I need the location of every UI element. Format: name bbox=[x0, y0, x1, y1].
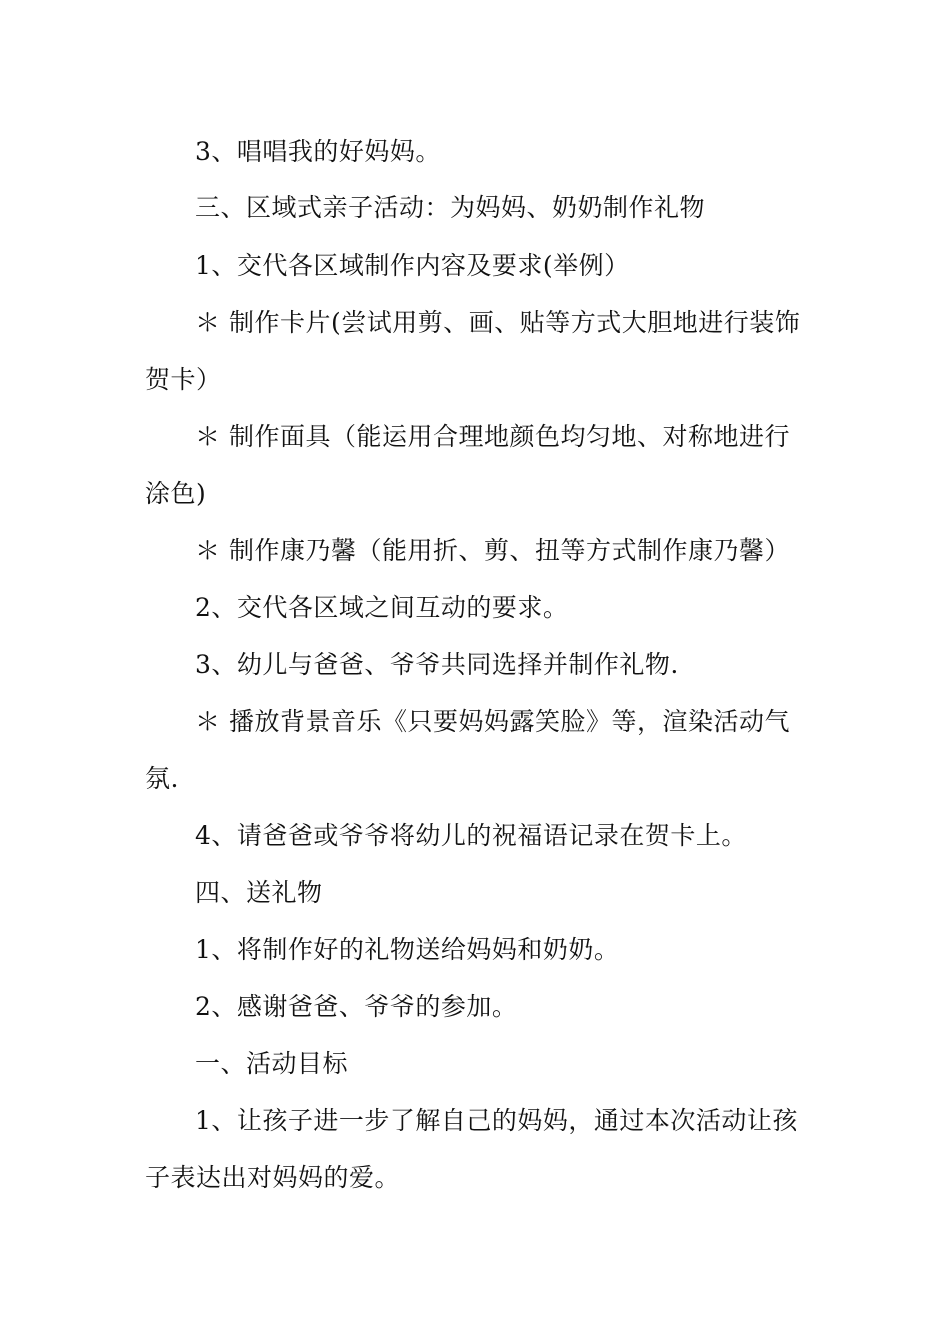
paragraph-line: ＊ 制作康乃馨（能用折、剪、扭等方式制作康乃馨） bbox=[195, 536, 790, 565]
paragraph-line: ＊ 播放背景音乐《只要妈妈露笑脸》等，渲染活动气 bbox=[195, 707, 790, 736]
paragraph-line: 氛. bbox=[145, 764, 179, 793]
paragraph-line: 1、将制作好的礼物送给妈妈和奶奶。 bbox=[195, 935, 620, 964]
paragraph-line: 涂色) bbox=[145, 479, 207, 508]
paragraph-line: 3、唱唱我的好妈妈。 bbox=[195, 137, 441, 166]
paragraph-line: 3、幼儿与爸爸、爷爷共同选择并制作礼物. bbox=[195, 650, 679, 679]
paragraph-line: 2、交代各区域之间互动的要求。 bbox=[195, 593, 569, 622]
paragraph-line: 4、请爸爸或爷爷将幼儿的祝福语记录在贺卡上。 bbox=[195, 821, 747, 850]
paragraph-line: 1、让孩子进一步了解自己的妈妈，通过本次活动让孩 bbox=[195, 1106, 798, 1135]
section-heading: 四、送礼物 bbox=[195, 878, 323, 907]
section-heading: 一、活动目标 bbox=[195, 1049, 349, 1078]
section-heading: 三、区域式亲子活动：为妈妈、奶奶制作礼物 bbox=[195, 193, 706, 222]
paragraph-line: 1、交代各区域制作内容及要求(举例） bbox=[195, 251, 630, 280]
paragraph-line: ＊ 制作面具（能运用合理地颜色均匀地、对称地进行 bbox=[195, 422, 790, 451]
paragraph-line: 2、感谢爸爸、爷爷的参加。 bbox=[195, 992, 518, 1021]
paragraph-line: 贺卡） bbox=[145, 365, 222, 394]
paragraph-line: 子表达出对妈妈的爱。 bbox=[145, 1163, 401, 1192]
paragraph-line: ＊ 制作卡片(尝试用剪、画、贴等方式大胆地进行装饰 bbox=[195, 308, 801, 337]
